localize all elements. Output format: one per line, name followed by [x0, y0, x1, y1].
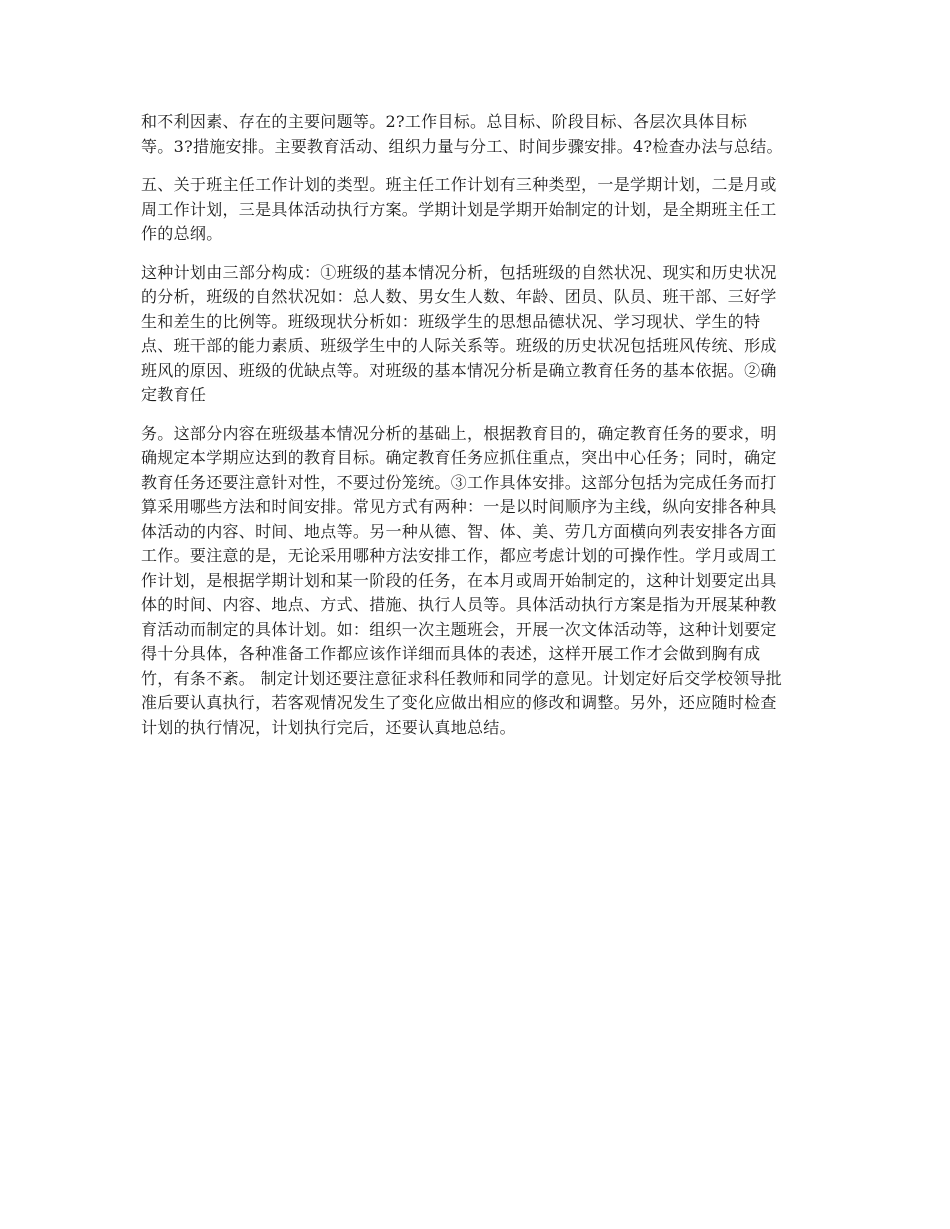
text-line: 体活动的内容、时间、地点等。另一种从德、智、体、美、劳几方面横向列表安排各方面 [141, 521, 777, 541]
text-line: 和不利因素、存在的主要问题等。2?工作目标。总目标、阶段目标、各层次具体目标 [141, 112, 748, 131]
text-line: 的分析，班级的自然状况如：总人数、男女生人数、年龄、团员、队员、班干部、三好学 [141, 287, 777, 306]
paragraph-plan-types [141, 173, 813, 247]
text-line: 确规定本学期应达到的教育目标。确定教育任务应抓住重点，突出中心任务；同时，确定 [141, 448, 777, 467]
text-line: 育活动而制定的具体计划。如：组织一次主题班会，开展一次文体活动等，这种计划要定 [141, 619, 777, 639]
text-line: 这种计划由三部分构成：①班级的基本情况分析，包括班级的自然状况、现实和历史状况 [141, 262, 777, 282]
text-line: 竹，有条不紊。 制定计划还要注意征求科任教师和同学的意见。计划定好后交学校领导批 [141, 668, 783, 688]
text-line: 定教育任 [141, 385, 207, 404]
text-line: 班风的原因、班级的优缺点等。对班级的基本情况分析是确立教育任务的基本依据。②确 [141, 360, 777, 380]
document-body [141, 110, 813, 754]
text-line: 等。3?措施安排。主要教育活动、组织力量与分工、时间步骤安排。4?检查办法与总结。 [141, 136, 783, 156]
text-line: 准后要认真执行，若客观情况发生了变化应做出相应的修改和调整。另外，还应随时检查 [141, 693, 777, 712]
text-line: 算采用哪些方法和时间安排。常见方式有两种：一是以时间顺序为主线，纵向安排各种具 [141, 497, 777, 516]
paragraph-plan-structure [141, 261, 813, 408]
text-line: 教育任务还要注意针对性，不要过份笼统。③工作具体安排。这部分包括为完成任务而打 [141, 472, 777, 492]
text-line: 点、班干部的能力素质、班级学生中的人际关系等。班级的历史状况包括班风传统、形成 [141, 336, 777, 355]
text-line: 五、关于班主任工作计划的类型。班主任工作计划有三种类型，一是学期计划，二是月或 [141, 175, 777, 194]
text-line: 作的总纲。 [141, 224, 223, 243]
text-line: 周工作计划，三是具体活动执行方案。学期计划是学期开始制定的计划，是全期班主任工 [141, 199, 777, 219]
text-line: 计划的执行情况，计划执行完后，还要认真地总结。 [141, 717, 516, 737]
paragraph-tasks-arrangements [141, 422, 813, 741]
text-line: 务。这部分内容在班级基本情况分析的基础上，根据教育目的，确定教育任务的要求，明 [141, 423, 777, 443]
text-line: 体的时间、内容、地点、方式、措施、执行人员等。具体活动执行方案是指为开展某种教 [141, 595, 777, 614]
text-line: 得十分具体，各种准备工作都应该作详细而具体的表述，这样开展工作才会做到胸有成 [141, 644, 761, 663]
paragraph-goals-measures [141, 110, 813, 159]
text-line: 生和差生的比例等。班级现状分析如：班级学生的思想品德状况、学习现状、学生的特 [141, 311, 761, 331]
text-line: 作计划，是根据学期计划和某一阶段的任务，在本月或周开始制定的，这种计划要定出具 [141, 570, 777, 590]
text-line: 工作。要注意的是，无论采用哪种方法安排工作，都应考虑计划的可操作性。学月或周工 [141, 546, 777, 565]
